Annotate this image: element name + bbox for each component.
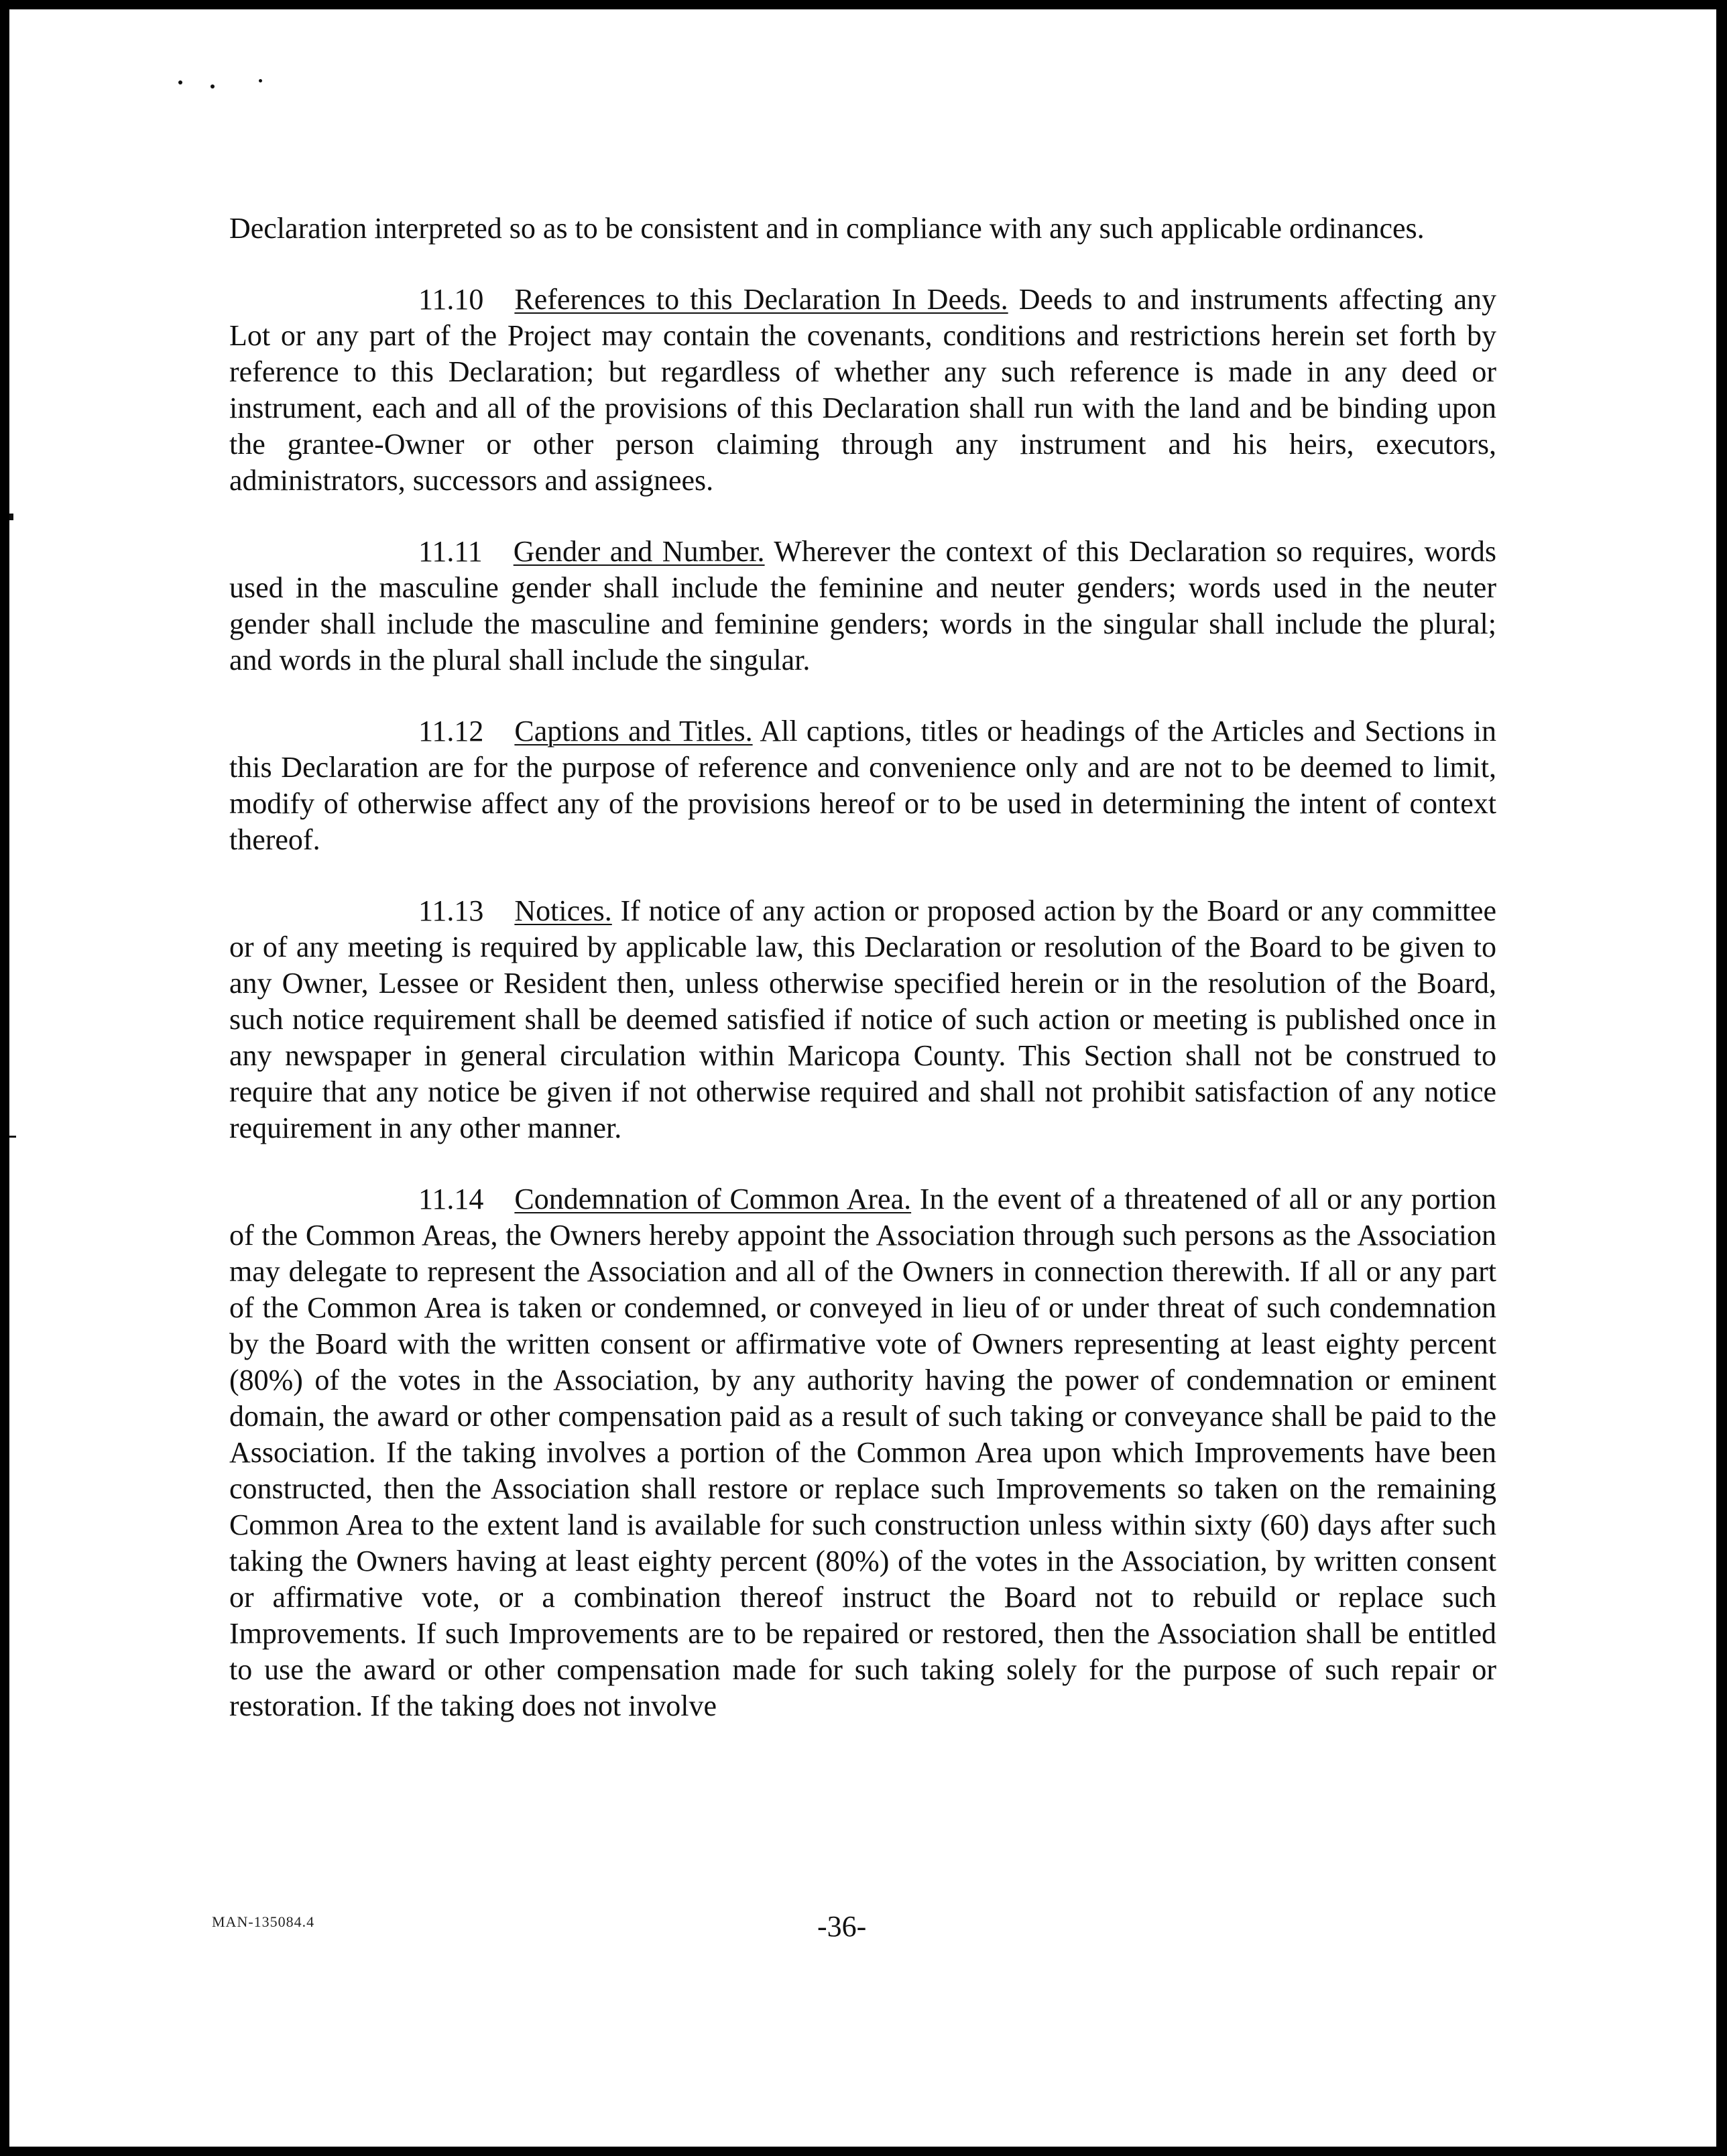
section-title: Notices. <box>514 894 612 927</box>
document-code: MAN-135084.4 <box>212 1913 315 1930</box>
section-text: If notice of any action or proposed action by the Board or any committee or of any meeting is required by applicable law, this Declaration or resolution of the Board to be given to any Owner, Lessee or Resident then, unless otherwise specified herein or in the resolution of the Board, such notice requirement shall be deemed satisfied if notice of such action or meeting is published once in any newspaper in general circulation within Maricopa County. This Section shall not be construed to require that any notice be given if not otherwise required and shall not prohibit satisfaction of any notice requirement in any other manner. <box>229 894 1496 1144</box>
section-number: 11.12 <box>418 715 484 747</box>
section-number: 11.11 <box>418 535 483 568</box>
section-text: All captions, titles or headings of the Articles and Sections in this Declaration are for the purpose of reference and convenience only and are not to be deemed to limit, modify of otherwise affect any of the provisions hereof or to be used in determining the intent of context thereof. <box>229 715 1496 856</box>
section-title: Condemnation of Common Area. <box>514 1183 912 1215</box>
document-body <box>229 211 1496 1759</box>
scan-speck <box>9 514 13 520</box>
scan-speck <box>9 1136 16 1138</box>
section-11-10 <box>229 282 1496 499</box>
section-text: Deeds to and instruments affecting any Lot or any part of the Project may contain the covenants, conditions and restrictions herein set forth by reference to this Declaration; but regardless of whether any such reference is made in any deed or instrument, each and all of the provisions of this Declaration shall run with the land and be binding upon the grantee-Owner or other person claiming through any instrument and his heirs, executors, administrators, successors and assignees. <box>229 283 1497 497</box>
scan-speck <box>259 79 262 82</box>
intro-paragraph: Declaration interpreted so as to be consistent and in compliance with any such applicable ordinances. <box>229 212 1425 245</box>
section-text: In the event of a threatened of all or any portion of the Common Areas, the Owners hereby appoint the Association through such persons as the Association may delegate to represent the Association and all of the Owners in connection therewith. If all or any part of the Common Area is taken or condemned, or conveyed in lieu of or under threat of such condemnation by the Board with the written consent or affirmative vote of Owners representing at least eighty percent (80%) of the votes in the Association, by any authority having the power of condemnation or eminent domain, the award or other compensation paid as a result of such taking or conveyance shall be paid to the Association. If the taking involves a portion of the Common Area upon which Improvements have been constructed, then the Association shall restore or replace such Improvements so taken on the remaining Common Area to the extent land is available for such construction unless within sixty (60) days after such taking the Owners having at least eighty percent (80%) of the votes in the Association, by written consent or affirmative vote, or a combination thereof instruct the Board not to rebuild or replace such Improvements. If such Improvements are to be repaired or restored, then the Association shall be entitled to use the award or other compensation made for such taking solely for the purpose of such repair or restoration. If the taking does not involve <box>229 1183 1496 1722</box>
section-title: Captions and Titles. <box>514 715 753 747</box>
document-page <box>9 9 1716 2147</box>
section-text: Wherever the context of this Declaration so requires, words used in the masculine gender shall include the feminine and neuter genders; words used in the neuter gender shall include the masculine and feminine genders; words in the singular shall include the plural; and words in the plural shall include the singular. <box>229 535 1496 676</box>
scan-speck <box>211 84 215 88</box>
scan-speck <box>178 80 182 84</box>
section-11-12 <box>229 713 1496 858</box>
section-number: 11.10 <box>418 283 484 316</box>
section-title: References to this Declaration In Deeds. <box>514 283 1008 316</box>
section-11-13 <box>229 893 1496 1146</box>
page-number: -36- <box>817 1910 867 1943</box>
section-11-14 <box>229 1181 1496 1724</box>
section-number: 11.14 <box>418 1183 484 1215</box>
section-number: 11.13 <box>418 894 484 927</box>
section-11-11 <box>229 534 1496 678</box>
section-title: Gender and Number. <box>513 535 765 568</box>
